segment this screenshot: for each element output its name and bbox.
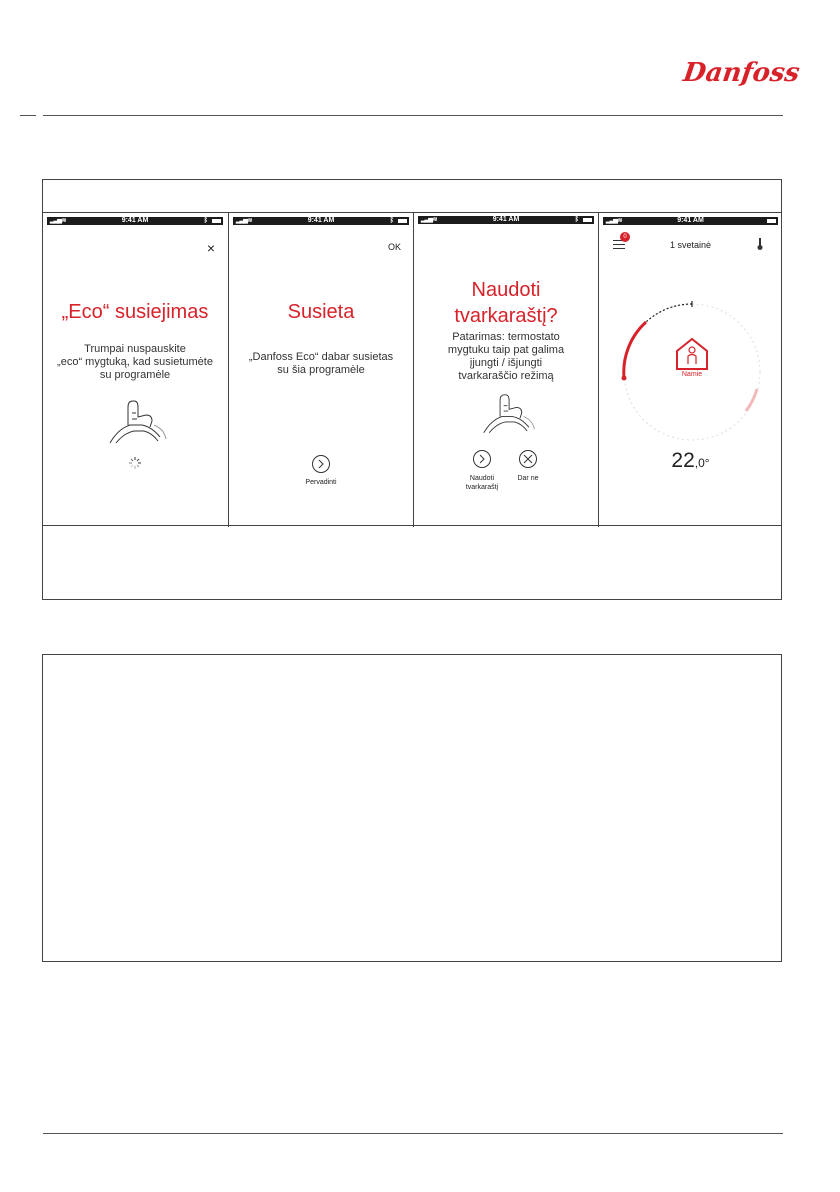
bluetooth-icon: ᛒ bbox=[389, 217, 394, 224]
frame-header bbox=[43, 180, 781, 213]
not-now-label: Dar ne bbox=[517, 475, 539, 482]
rename-label: Pervadinti bbox=[305, 479, 337, 486]
screen-eco-pairing bbox=[43, 213, 227, 527]
rename-button[interactable] bbox=[312, 455, 330, 473]
home-mode-button[interactable] bbox=[675, 337, 709, 377]
status-time: 9:41 AM bbox=[677, 217, 704, 224]
mode-label: Namie bbox=[681, 371, 703, 378]
bluetooth-icon: ᛒ bbox=[203, 217, 208, 224]
screen-body: „Danfoss Eco“ dabar susietas su šia programėle bbox=[248, 351, 394, 376]
status-bar bbox=[418, 216, 594, 224]
chevron-right-icon bbox=[474, 451, 490, 467]
svg-text:Danfoss: Danfoss bbox=[681, 57, 802, 88]
thermometer-icon[interactable] bbox=[757, 238, 763, 250]
screen-title: Naudoti tvarkaraštį? bbox=[454, 279, 558, 327]
status-time: 9:41 AM bbox=[121, 217, 149, 224]
hand-press-icon bbox=[108, 395, 170, 445]
signal-icon: ▂▃▅ ≋ bbox=[421, 217, 437, 223]
header-rule-stub bbox=[20, 115, 36, 116]
screen-title: Susieta bbox=[287, 301, 355, 323]
room-name: 1 svetainė bbox=[669, 240, 712, 250]
screen-body: Patarimas: termostato mygtuku taip pat galima įjungti / išjungti tvarkaraščio režimą bbox=[447, 331, 565, 382]
screen-use-schedule bbox=[413, 213, 598, 527]
status-bar bbox=[233, 217, 409, 225]
battery-icon bbox=[398, 219, 407, 223]
footer-rule bbox=[43, 1133, 783, 1134]
battery-icon bbox=[767, 219, 776, 223]
signal-icon: ▂▃▅ ≋ bbox=[606, 218, 622, 224]
notification-badge: 0 bbox=[620, 232, 630, 242]
battery-icon bbox=[583, 218, 592, 222]
bluetooth-icon: ᛒ bbox=[574, 216, 579, 223]
signal-icon: ▂▃▅ ≋ bbox=[236, 218, 252, 224]
screens-frame bbox=[42, 179, 782, 600]
home-person-icon bbox=[675, 337, 709, 371]
status-bar bbox=[603, 217, 778, 225]
screen-body: Trumpai nuspauskite „eco“ mygtuką, kad susietumėte su programėle bbox=[57, 343, 213, 381]
not-now-button[interactable] bbox=[519, 450, 537, 468]
close-icon bbox=[520, 451, 536, 467]
danfoss-logo bbox=[681, 54, 802, 92]
close-icon[interactable]: × bbox=[206, 240, 215, 256]
screen-room-home bbox=[598, 213, 782, 527]
hand-press-icon bbox=[482, 389, 538, 435]
use-schedule-button[interactable] bbox=[473, 450, 491, 468]
current-temperature: 22,0° bbox=[671, 449, 710, 472]
content-box bbox=[42, 654, 782, 962]
use-schedule-label: Naudoti tvarkaraštį bbox=[465, 475, 499, 491]
status-time: 9:41 AM bbox=[307, 217, 335, 224]
loading-spinner-icon bbox=[128, 456, 142, 470]
screen-paired bbox=[228, 213, 413, 527]
status-bar bbox=[47, 217, 223, 225]
ok-button[interactable]: OK bbox=[387, 242, 401, 252]
frame-footer bbox=[43, 525, 781, 599]
header-rule bbox=[43, 115, 783, 116]
chevron-right-icon bbox=[313, 456, 329, 472]
battery-icon bbox=[212, 219, 221, 223]
status-time: 9:41 AM bbox=[492, 216, 520, 223]
screen-title: „Eco“ susiejimas bbox=[61, 301, 209, 323]
signal-icon: ▂▃▅ ≋ bbox=[50, 218, 66, 224]
